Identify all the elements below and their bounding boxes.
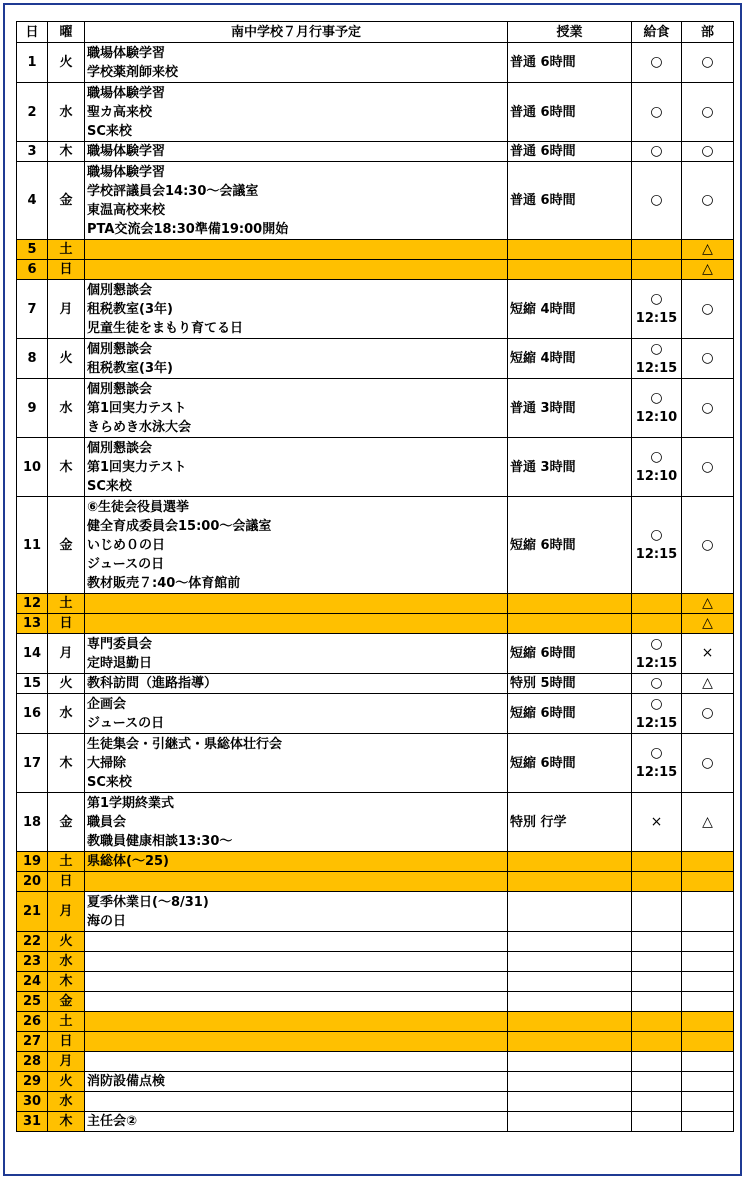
weekday-cell: 月 <box>48 634 85 674</box>
day-cell: 28 <box>17 1052 48 1072</box>
events-cell <box>85 793 508 852</box>
table-row <box>17 634 734 674</box>
class-cell <box>508 614 632 634</box>
weekday-cell: 火 <box>48 932 85 952</box>
table-row <box>17 379 734 438</box>
table-row <box>17 694 734 734</box>
lunch-cell <box>632 793 682 852</box>
event-line: SC来校 <box>87 123 132 139</box>
table-row <box>17 162 734 240</box>
table-row <box>17 83 734 142</box>
events-cell <box>85 992 508 1012</box>
class-cell: 普通 6時間 <box>508 83 632 142</box>
club-cell: ○ <box>682 379 734 438</box>
event-line: 海の日 <box>87 913 127 929</box>
lunch-mark: ○ <box>650 103 663 120</box>
lunch-cell <box>632 83 682 142</box>
events-cell <box>85 972 508 992</box>
events-cell <box>85 280 508 339</box>
lunch-cell <box>632 379 682 438</box>
table-row <box>17 438 734 497</box>
events-cell <box>85 260 508 280</box>
event-line: 学校評議員会14:30～会議室 <box>87 183 259 199</box>
class-cell <box>508 1112 632 1132</box>
event-line: きらめき水泳大会 <box>87 419 192 435</box>
event-line: 主任会② <box>87 1114 138 1129</box>
day-cell: 12 <box>17 594 48 614</box>
class-cell: 短縮 4時間 <box>508 339 632 379</box>
events-cell <box>85 438 508 497</box>
events-cell <box>85 734 508 793</box>
club-cell <box>682 1052 734 1072</box>
event-line: 個別懇談会 <box>87 381 153 397</box>
club-cell: △ <box>682 240 734 260</box>
club-cell <box>682 952 734 972</box>
table-row <box>17 240 734 260</box>
events-cell <box>85 1092 508 1112</box>
event-line: 生徒集会・引継式・県総体壮行会 <box>87 736 283 752</box>
table-row <box>17 339 734 379</box>
weekday-cell: 火 <box>48 1072 85 1092</box>
lunch-cell <box>632 992 682 1012</box>
events-cell <box>85 952 508 972</box>
club-cell <box>682 892 734 932</box>
club-cell: ○ <box>682 339 734 379</box>
event-line: 学校薬剤師来校 <box>87 64 179 80</box>
event-line: SC来校 <box>87 478 132 494</box>
event-line: ジュースの日 <box>87 556 165 572</box>
lunch-cell <box>632 280 682 339</box>
weekday-cell: 月 <box>48 280 85 339</box>
day-cell: 1 <box>17 43 48 83</box>
class-cell <box>508 992 632 1012</box>
day-cell: 31 <box>17 1112 48 1132</box>
lunch-cell <box>632 852 682 872</box>
lunch-cell <box>632 972 682 992</box>
class-cell: 短縮 6時間 <box>508 634 632 674</box>
event-line: 定時退勤日 <box>87 655 153 671</box>
lunch-time: 12:15 <box>635 547 678 562</box>
lunch-time: 12:15 <box>635 360 678 376</box>
lunch-cell <box>632 1032 682 1052</box>
event-line: 個別懇談会 <box>87 341 153 357</box>
lunch-mark: ○ <box>650 675 663 691</box>
events-cell <box>85 892 508 932</box>
day-cell: 8 <box>17 339 48 379</box>
club-cell: △ <box>682 594 734 614</box>
table-row <box>17 992 734 1012</box>
weekday-cell: 木 <box>48 1112 85 1132</box>
events-cell <box>85 872 508 892</box>
class-cell: 短縮 6時間 <box>508 694 632 734</box>
club-cell <box>682 1072 734 1092</box>
table-row <box>17 1032 734 1052</box>
lunch-mark: ○ <box>650 635 663 652</box>
day-cell: 10 <box>17 438 48 497</box>
weekday-cell: 月 <box>48 1052 85 1072</box>
event-line: 職場体験学習 <box>87 164 166 180</box>
events-cell <box>85 162 508 240</box>
events-cell <box>85 674 508 694</box>
weekday-cell: 日 <box>48 872 85 892</box>
class-cell: 普通 6時間 <box>508 43 632 83</box>
lunch-cell <box>632 162 682 240</box>
weekday-cell: 土 <box>48 1012 85 1032</box>
event-line: 教科訪問（進路指導） <box>87 676 218 691</box>
club-cell <box>682 1092 734 1112</box>
table-row <box>17 1112 734 1132</box>
weekday-cell: 木 <box>48 142 85 162</box>
lunch-cell <box>632 614 682 634</box>
events-cell <box>85 1112 508 1132</box>
weekday-cell: 火 <box>48 674 85 694</box>
day-cell: 3 <box>17 142 48 162</box>
club-cell <box>682 972 734 992</box>
club-cell: ○ <box>682 694 734 734</box>
lunch-mark: ○ <box>650 745 663 761</box>
lunch-cell <box>632 634 682 674</box>
lunch-cell <box>632 952 682 972</box>
class-cell <box>508 260 632 280</box>
lunch-cell <box>632 438 682 497</box>
table-row <box>17 594 734 614</box>
club-cell: ○ <box>682 83 734 142</box>
lunch-cell <box>632 734 682 793</box>
table-row <box>17 952 734 972</box>
lunch-cell <box>632 674 682 694</box>
events-cell <box>85 339 508 379</box>
table-row <box>17 793 734 852</box>
events-cell <box>85 1012 508 1032</box>
lunch-mark: ○ <box>650 449 663 465</box>
class-cell <box>508 1072 632 1092</box>
lunch-cell <box>632 260 682 280</box>
table-row <box>17 1072 734 1092</box>
class-cell: 短縮 6時間 <box>508 734 632 793</box>
header-classes: 授業 <box>508 22 632 43</box>
events-cell <box>85 634 508 674</box>
event-line: 個別懇談会 <box>87 282 153 298</box>
lunch-time: 12:10 <box>635 469 678 484</box>
day-cell: 20 <box>17 872 48 892</box>
class-cell: 普通 3時間 <box>508 438 632 497</box>
weekday-cell: 水 <box>48 83 85 142</box>
header-lunch: 給食 <box>632 22 682 43</box>
class-cell <box>508 1012 632 1032</box>
table-row <box>17 43 734 83</box>
club-cell: × <box>682 634 734 674</box>
lunch-cell <box>632 892 682 932</box>
event-line: 専門委員会 <box>87 636 153 652</box>
header-row <box>17 22 734 43</box>
event-line: いじめ０の日 <box>87 537 166 553</box>
club-cell: △ <box>682 674 734 694</box>
lunch-cell <box>632 497 682 594</box>
class-cell <box>508 892 632 932</box>
event-line: 租税教室(3年) <box>87 301 173 317</box>
lunch-cell <box>632 240 682 260</box>
event-line: 第1学期終業式 <box>87 795 175 811</box>
events-cell <box>85 83 508 142</box>
class-cell: 特別 5時間 <box>508 674 632 694</box>
event-line: 健全育成委員会15:00～会議室 <box>87 518 272 534</box>
weekday-cell: 日 <box>48 260 85 280</box>
club-cell: ○ <box>682 280 734 339</box>
header-weekday: 曜 <box>48 22 85 43</box>
class-cell: 短縮 4時間 <box>508 280 632 339</box>
class-cell <box>508 872 632 892</box>
event-line: 教職員健康相談13:30～ <box>87 833 233 849</box>
day-cell: 25 <box>17 992 48 1012</box>
event-line: ジュースの日 <box>87 715 165 731</box>
lunch-cell <box>632 1052 682 1072</box>
class-cell: 短縮 6時間 <box>508 497 632 594</box>
weekday-cell: 木 <box>48 438 85 497</box>
table-row <box>17 497 734 594</box>
day-cell: 5 <box>17 240 48 260</box>
club-cell: ○ <box>682 43 734 83</box>
lunch-time: 12:15 <box>635 765 678 780</box>
event-line: 東温高校来校 <box>87 202 166 218</box>
lunch-cell <box>632 1072 682 1092</box>
lunch-cell <box>632 339 682 379</box>
event-line: ⑥生徒会役員選挙 <box>87 499 190 515</box>
lunch-mark: ○ <box>650 54 663 70</box>
day-cell: 18 <box>17 793 48 852</box>
lunch-cell <box>632 1112 682 1132</box>
class-cell <box>508 1052 632 1072</box>
class-cell <box>508 240 632 260</box>
day-cell: 7 <box>17 280 48 339</box>
header-day: 日 <box>17 22 48 43</box>
table-row <box>17 1092 734 1112</box>
event-line: 職場体験学習 <box>87 144 166 159</box>
weekday-cell: 金 <box>48 992 85 1012</box>
day-cell: 9 <box>17 379 48 438</box>
day-cell: 27 <box>17 1032 48 1052</box>
event-line: 職場体験学習 <box>87 85 166 101</box>
club-cell <box>682 992 734 1012</box>
lunch-cell <box>632 932 682 952</box>
july-schedule-table <box>16 21 734 1132</box>
table-row <box>17 260 734 280</box>
table-row <box>17 852 734 872</box>
day-cell: 16 <box>17 694 48 734</box>
event-line: 職場体験学習 <box>87 45 166 61</box>
events-cell <box>85 1072 508 1092</box>
event-line: 県総体(～25) <box>87 854 169 869</box>
lunch-time: 12:15 <box>635 715 678 731</box>
header-events-title: 南中学校７月行事予定 <box>85 22 508 43</box>
lunch-mark: ○ <box>650 695 663 712</box>
table-row <box>17 872 734 892</box>
table-row <box>17 674 734 694</box>
weekday-cell: 日 <box>48 1032 85 1052</box>
event-line: PTA交流会18:30準備19:00開始 <box>87 221 289 237</box>
lunch-cell <box>632 142 682 162</box>
lunch-cell <box>632 1092 682 1112</box>
day-cell: 13 <box>17 614 48 634</box>
table-row <box>17 142 734 162</box>
table-row <box>17 972 734 992</box>
day-cell: 14 <box>17 634 48 674</box>
events-cell <box>85 1032 508 1052</box>
table-row <box>17 1052 734 1072</box>
event-line: 夏季休業日(～8/31) <box>87 894 209 910</box>
event-line: 租税教室(3年) <box>87 360 173 376</box>
event-line: 聖カ高来校 <box>87 104 153 120</box>
lunch-cell <box>632 594 682 614</box>
lunch-cell <box>632 694 682 734</box>
day-cell: 26 <box>17 1012 48 1032</box>
event-line: 企画会 <box>87 696 127 712</box>
event-line: 個別懇談会 <box>87 440 153 456</box>
lunch-time: 12:15 <box>635 311 678 326</box>
table-row <box>17 932 734 952</box>
class-cell <box>508 952 632 972</box>
club-cell <box>682 1012 734 1032</box>
events-cell <box>85 379 508 438</box>
day-cell: 6 <box>17 260 48 280</box>
weekday-cell: 日 <box>48 614 85 634</box>
lunch-mark: ○ <box>650 143 663 159</box>
day-cell: 23 <box>17 952 48 972</box>
lunch-time: 12:15 <box>635 655 678 671</box>
weekday-cell: 土 <box>48 852 85 872</box>
lunch-mark: ○ <box>650 527 663 543</box>
club-cell <box>682 872 734 892</box>
weekday-cell: 土 <box>48 240 85 260</box>
lunch-mark: ○ <box>650 291 663 307</box>
event-line: SC来校 <box>87 774 132 790</box>
lunch-cell <box>632 872 682 892</box>
event-line: 第1回実力テスト <box>87 400 187 416</box>
weekday-cell: 水 <box>48 952 85 972</box>
event-line: 第1回実力テスト <box>87 459 187 475</box>
weekday-cell: 水 <box>48 1092 85 1112</box>
day-cell: 24 <box>17 972 48 992</box>
weekday-cell: 土 <box>48 594 85 614</box>
events-cell <box>85 240 508 260</box>
club-cell: ○ <box>682 438 734 497</box>
event-line: 大掃除 <box>87 755 127 771</box>
weekday-cell: 月 <box>48 892 85 932</box>
club-cell <box>682 1112 734 1132</box>
table-row <box>17 280 734 339</box>
events-cell <box>85 694 508 734</box>
event-line: 教材販売７:40～体育館前 <box>87 575 241 591</box>
lunch-mark: ○ <box>650 390 663 406</box>
events-cell <box>85 852 508 872</box>
club-cell <box>682 932 734 952</box>
table-row <box>17 1012 734 1032</box>
lunch-cell <box>632 1012 682 1032</box>
lunch-mark: × <box>650 813 663 830</box>
weekday-cell: 金 <box>48 162 85 240</box>
club-cell: ○ <box>682 497 734 594</box>
class-cell: 特別 行学 <box>508 793 632 852</box>
events-cell <box>85 932 508 952</box>
table-row <box>17 614 734 634</box>
table-row <box>17 892 734 932</box>
class-cell: 普通 6時間 <box>508 162 632 240</box>
day-cell: 22 <box>17 932 48 952</box>
event-line: 児童生徒をまもり育てる日 <box>87 320 244 336</box>
weekday-cell: 火 <box>48 339 85 379</box>
day-cell: 2 <box>17 83 48 142</box>
day-cell: 21 <box>17 892 48 932</box>
class-cell <box>508 594 632 614</box>
class-cell: 普通 3時間 <box>508 379 632 438</box>
weekday-cell: 水 <box>48 379 85 438</box>
header-club: 部 <box>682 22 734 43</box>
day-cell: 15 <box>17 674 48 694</box>
events-cell <box>85 43 508 83</box>
events-cell <box>85 614 508 634</box>
day-cell: 17 <box>17 734 48 793</box>
weekday-cell: 火 <box>48 43 85 83</box>
club-cell: △ <box>682 260 734 280</box>
day-cell: 29 <box>17 1072 48 1092</box>
day-cell: 4 <box>17 162 48 240</box>
weekday-cell: 金 <box>48 497 85 594</box>
events-cell <box>85 1052 508 1072</box>
club-cell: △ <box>682 793 734 852</box>
club-cell <box>682 852 734 872</box>
club-cell: ○ <box>682 162 734 240</box>
club-cell: △ <box>682 614 734 634</box>
class-cell <box>508 852 632 872</box>
class-cell <box>508 932 632 952</box>
day-cell: 19 <box>17 852 48 872</box>
event-line: 職員会 <box>87 814 127 830</box>
weekday-cell: 金 <box>48 793 85 852</box>
event-line: 消防設備点検 <box>87 1074 166 1089</box>
events-cell <box>85 594 508 614</box>
weekday-cell: 木 <box>48 972 85 992</box>
class-cell <box>508 1092 632 1112</box>
weekday-cell: 木 <box>48 734 85 793</box>
lunch-mark: ○ <box>650 192 663 208</box>
table-row <box>17 734 734 793</box>
events-cell <box>85 497 508 594</box>
class-cell <box>508 1032 632 1052</box>
lunch-time: 12:10 <box>635 410 678 425</box>
weekday-cell: 水 <box>48 694 85 734</box>
day-cell: 30 <box>17 1092 48 1112</box>
schedule-body <box>17 43 734 1132</box>
class-cell <box>508 972 632 992</box>
club-cell <box>682 1032 734 1052</box>
day-cell: 11 <box>17 497 48 594</box>
lunch-cell <box>632 43 682 83</box>
events-cell <box>85 142 508 162</box>
club-cell: ○ <box>682 142 734 162</box>
class-cell: 普通 6時間 <box>508 142 632 162</box>
club-cell: ○ <box>682 734 734 793</box>
lunch-mark: ○ <box>650 340 663 357</box>
